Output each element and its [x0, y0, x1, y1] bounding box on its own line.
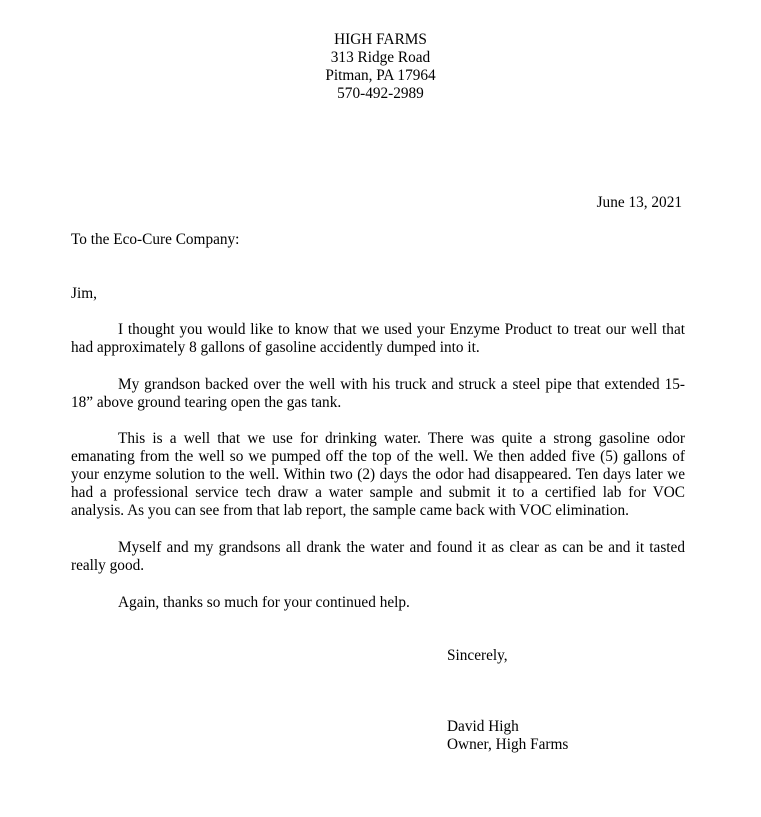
- letter-date: June 13, 2021: [596, 194, 682, 211]
- body-paragraph-5: Again, thanks so much for your continued help.: [118, 594, 410, 611]
- company-city: Pitman, PA 17964: [325, 67, 436, 84]
- company-phone: 570-492-2989: [337, 85, 424, 102]
- company-name: HIGH FARMS: [334, 31, 427, 48]
- signer-name: David High: [447, 718, 519, 735]
- body-paragraph-3: This is a well that we use for drinking water. There was quite a strong gasoline odor emanating from the well so we pumped off the top of the well. We then added five (5) gallons of your enzyme solution to the well. Within two (2) days the odor had disappeared. Ten days later we had a professional service tech draw a water sample and submit it to a certified lab for VOC analysis. As you can see from that lab report, the sample came back with VOC elimination.: [71, 430, 685, 519]
- body-paragraph-1: I thought you would like to know that we used your Enzyme Product to treat our well that had approximately 8 gallons of gasoline accidently dumped into it.: [71, 321, 685, 356]
- closing: Sincerely,: [447, 647, 508, 664]
- company-street: 313 Ridge Road: [330, 49, 431, 66]
- body-paragraph-2: My grandson backed over the well with his truck and struck a steel pipe that extended 15-18” above ground tearing open the gas tank.: [71, 376, 685, 411]
- body-paragraph-4: Myself and my grandsons all drank the water and found it as clear as can be and it tasted really good.: [71, 539, 685, 574]
- greeting: Jim,: [71, 285, 97, 302]
- signature-block: [447, 718, 568, 754]
- recipient-line: To the Eco-Cure Company:: [71, 231, 240, 248]
- letterhead: [0, 31, 761, 103]
- signer-title: Owner, High Farms: [447, 736, 569, 753]
